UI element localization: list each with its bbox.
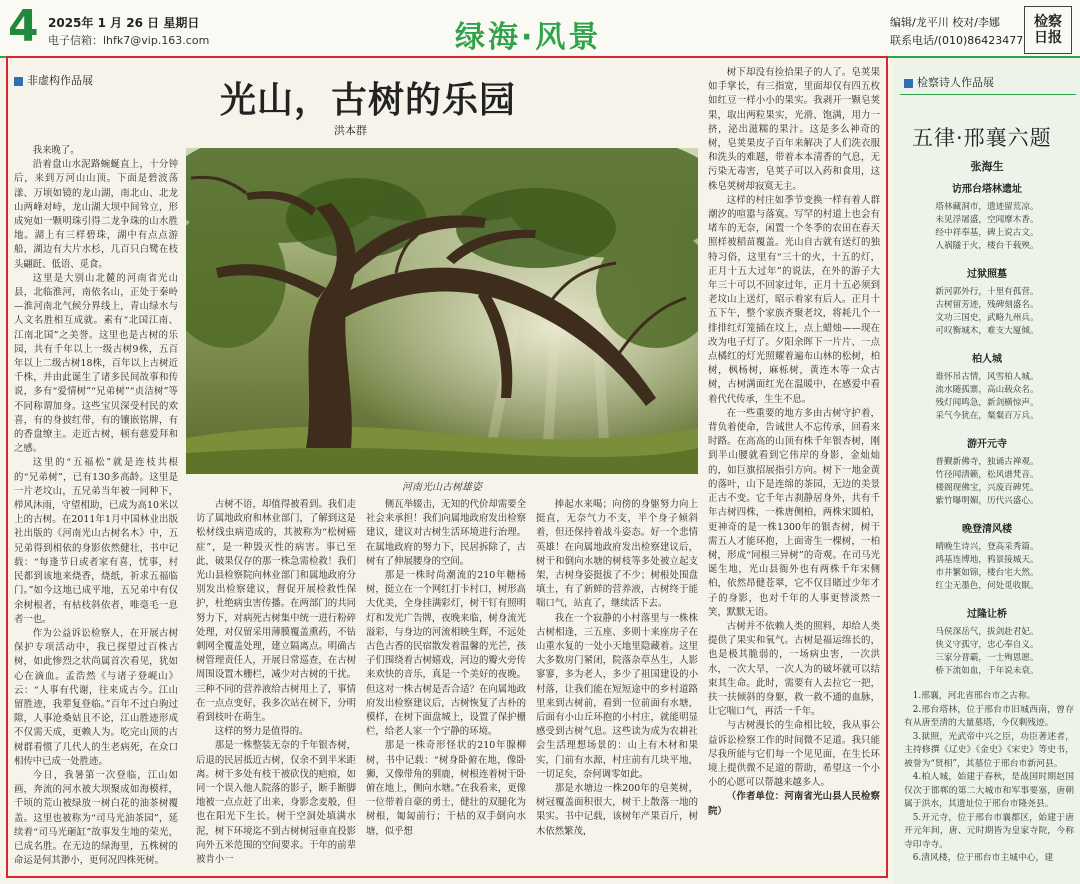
poem-line: 塔林藏洞市，遗迹留荒凉。 [935, 202, 1039, 212]
poem-series-title: 五律·邢襄六题 [912, 126, 1052, 150]
article-column-3 [366, 498, 526, 872]
logo-line-1: 检察 [1034, 14, 1062, 30]
note: 2.邢台塔林，位于邢台市旧城西南，曾存有从唐至清的大量墓塔，今仅剩残迹。 [904, 704, 1074, 728]
poem [894, 605, 1080, 678]
photo-caption: 河南光山古树雄姿 [402, 482, 482, 493]
poem-line: 鸿基连博地，鸦景接城天。 [935, 555, 1039, 565]
paragraph: 古树不语，却值得被看到。我们走访了属地政府和林业部门，了解到这是松材线虫病造成的，其被称为“松树癌症”，是一种毁灭性的病害。事已至此，破果仅存的那一株急需检救！我们光山县检察院向林业部门和属地政府分别发出检察建议，督促开展检救性保护，杜绝病虫害传播。在两部门的共同努力下，对病死古树集中统一进行粉碎处理，对仅留采用薄膜覆盖熏药，不钻刺网全覆盖处理，建立隔离点。明确古树管理责任人，开展日常巡查，在古树周围设置木栅栏，减少对古树的干扰。三种不同的营养液给古树用上了，事情在一点点变好，我多次站在树下，分明看到枝叶在萌生。 [196, 499, 356, 724]
column-tag [14, 72, 93, 88]
section-title: 绿海·风景 [455, 20, 602, 55]
note: 3.狱照，光武帝中兴之臣，功臣著述者，主持修撰《辽史》《金史》《宋史》等史书，被誉为“贤相”，其墓位于邢台市新河县。 [904, 731, 1074, 769]
logo-line-2: 日报 [1034, 30, 1062, 46]
article-column-1 [14, 144, 178, 872]
square-bullet-icon [14, 77, 23, 86]
note: 5.开元寺，位于邢台市襄都区，始建于唐开元年间，唐、元时期皆为皇家寺院，今称寺印寺寺。 [904, 812, 1074, 850]
article-title: 光山，古树的乐园 [220, 79, 517, 121]
poem-line: 晴晚生诗兴，登高采秀篇。 [935, 542, 1039, 552]
poem-line: 谁怀吊古情，风雪柏人城。 [935, 372, 1039, 382]
article-author: 洪本群 [334, 124, 367, 137]
paragraph: 在一些重要的地方多由古树守护着，背负着使命，告诫世人不忘传承，回看来时路。在高高的山顶有株千年银杏树，刚到半山腰就看到它伟岸的身影，金灿灿的，如巨旗招展指引方向。树下一地金黄的落叶，山下是连绵的茶园，无边的美景正古不变。它千年古刹静居身外，共有千年古树四株，一株唐侧柏，两株宋圆柏，更神奇的是一株1300年的银杏树，树干需五人才能环抱，上面寄生一棵树，一柏树，形成“同根三异树”的奇观。在司马光诞生地，光山县衙外也有两株千年宋侧柏，依然昂健苍翠，它不仅目睹过少年才子的身影，也对千年的人事更替淡然一笑，默默无语。 [708, 407, 880, 618]
poem-title: 游开元寺 [967, 439, 1007, 450]
poem [894, 435, 1080, 508]
paragraph: 我在一个寂静的小村落里与一株株古树相逢，三五座、多则十来座房子在山重水复的一处小天地里隐藏着。这里大多数房门紧闭，院落杂草丛生，人影寥寥，多为老人，多少了祖国建设的小村落，让我们能在短短途中的乡村道路里来到古树前，看到一位前面有水塘，后面有小山丘环抱的小村庄，就能明显感受到古树气息。这些读为成为农耕社会生活理想场景的：山上有木材和果实，门前有水源，村庄前有几块平地，一切足矣，奈何调零如此。 [536, 612, 698, 780]
paragraph: 与古树漫长的生命相比较，我从事公益诉讼检察工作的时间微不足道。我只能尽我所能与它们每一个见见面，在生长环境上提供微不足道的帮助，希望这一个小小的心愿可以帮越来越多人。 [708, 720, 880, 789]
poem-line: 可叹衡城木，难支大厦倾。 [935, 326, 1039, 336]
poem-line: 普觐新佛寺，独诵古禅观。 [935, 457, 1039, 467]
paragraph: 今日，我暑第一次登临，江山如画，奔流的河水被大坝聚成如海模样，千顷的荒山被绿放一树白花的油茶树覆盖。这里也被称为“司马光油茶园”，延续着“司马光砸缸”故事发生地的荣光，已成名胜。在无边的绿海里，五株树的命运是何其渺小，更何况四株死树。 [14, 769, 178, 867]
poem [894, 265, 1080, 338]
sidebar-column-tag [904, 74, 994, 90]
poem-line: 红尘无墨色，何处觅收眠。 [935, 581, 1039, 591]
editor-credit: 编辑/龙平川 校对/李娜 [890, 16, 1000, 29]
note: 1.邢襄，河北省邢台市之古称。 [912, 691, 1036, 701]
paragraph: 这样的村庄如季节变换一样有着人群潮汐的喧嚣与落寞。写罕的村道上也会有堵车的无奈，闲置一个冬季的农田在春天照样被稻苗覆盖。光山自古就有送灯的独特习俗，这里有“三十的火，十五的灯，正月十五大过年”的说法，在外的游子大年三十可以不回家过年，正月十五必须到老坟山上送灯，昭示着家有后人。正月十五下午，整个家族齐聚老坟，将耗几个一排排红灯笼插在坟上，点上蜡烛——现在改为电子灯了。夕阳余晖下一片片、一点点橘红的灯光照耀着遍布山林的松树，柏树，枫杨树，麻栎树，黄连木等一众古树，古树满面红光在温暖中，在感爱中看着代代传承，生生不息。 [708, 194, 880, 405]
poem-line: 残灯闻鸣急，新剑横惊声。 [935, 398, 1039, 408]
note: 4.柏人城，始建于春秋，是战国时期赵国仅次于邯郸的第二大城市和军事要塞，唐朝属于洪水，其遗址位于邢台市隆尧县。 [904, 772, 1074, 809]
sidebar-divider [900, 94, 1076, 95]
poem [894, 350, 1080, 423]
note: 6.清风楼，位于邢台市主城中心，建 [912, 853, 1054, 863]
paragraph: 那是水塘边一株200年的皂荚树，树冠覆盖面积很大，树干上散落一地的果实。书中记载，该树年产果百斤，树木依然繁茂， [536, 783, 698, 837]
article-column-2 [196, 498, 356, 872]
author-affiliation: （作者单位：河南省光山县人民检察院） [708, 791, 880, 817]
sidebar-column-tag-label: 检察诗人作品展 [917, 76, 994, 89]
poem-line: 未见浮屠盛，空闻摩木香。 [935, 215, 1039, 225]
paragraph: 这里的“五福松”就是连枝共根的“兄弟树”，已有130多高龄。这里是一片老坟山，五兄弟当年被一同种下，栉风沐雨，守望相助，已成为高10米以上的古树。在2011年1月中国林业出版社出版的《河南光山古树名木》中，五兄弟得到相依的身影依然健壮，书中记载：“每逢节日或者家有喜，忧事，村民都到该地来烧香，烧纸，祈求五福临门。”如今这地已成平地，五兄弟中有仅余树根者，有枯枝斜依者，唯毫毛一息者一也。 [14, 457, 178, 625]
poem-line: 紫竹曝明媚，历代兴盛心。 [935, 496, 1039, 506]
paragraph: 那是一株整装无奈的千年银杏树，后退的民居抵近古树，仅余不到半米距离。树干多处有枝干被砍伐的疤痕，如同一个误入他人院落的影子，断手断脚地被一点点赶了出来，身影念麦般，但也在阳光下生长。树干空洞处填满水泥，树下环境迄不到古树树冠垂直投影向外五米范围的空间要求。干年的前辈被肯小一 [196, 740, 356, 866]
poem-title: 晚登清风楼 [962, 524, 1012, 535]
poem-line: 竹径闻清籁，松风谱梵音。 [935, 470, 1039, 480]
poem-line: 古树留芳迹，残碑刻盛名。 [935, 300, 1039, 310]
paragraph: 侧瓦举辍击，无知的代价却需要全社会来承担！我们向属地政府发出检察建议，建议对古树生活环境进行治理。在属地政府的努力下，民居拆除了，古树有了伸展腰身的空间。 [366, 499, 526, 567]
poem-title: 过隆让桥 [967, 609, 1007, 620]
poem-line: 流水随孤寨，高山载众名。 [935, 385, 1039, 395]
paragraph: 我来晚了。 [32, 145, 80, 156]
poem-line: 楼阁现佛宝，兴废百碑凭。 [935, 483, 1039, 493]
square-bullet-icon [904, 79, 913, 88]
paragraph: 那是一株奇形怪状的210年腺柳树，书中记载：“树身卧俯在地，像卧狮，又像带角的驯鹿，树根连着树干卧俯在地上，侧向水塘。”在我看来，更像一位带着自豪的勇士，健壮的双腿化为树根，匍匐前行；干枯的双手倒向水塘，似乎想 [366, 740, 526, 837]
contact-phone: 联系电话/(010)86423477 [890, 34, 1024, 47]
poem-line: 市井繁如锦，楼台宅大然。 [935, 568, 1039, 578]
paragraph: 这样的努力是值得的。 [214, 726, 309, 738]
page-number: 4 [8, 1, 39, 52]
issue-date: 2025年 1 月 26 日 星期日 [48, 16, 200, 30]
article-column-5 [708, 66, 880, 872]
poem-line: 桥下流如血，千年说未衰。 [935, 666, 1039, 676]
poem-title: 过狱照墓 [967, 269, 1007, 280]
poem-line: 侠义守孤守，忠心奉自义。 [935, 640, 1039, 650]
poetry-sidebar [894, 58, 1080, 884]
masthead [0, 0, 1080, 58]
poem-title: 访邢台塔林遗址 [952, 184, 1022, 195]
paragraph: 捧起水来喝；向傍的身躯努力向上挺直，无奈气力不支，半个身子倾斜着，但还保持着战斗姿态。好一个悲情英雄！在向属地政府发出检察建议后，树干和倒向水塘的树枝等多处被立起支架，古树身姿挺拔了不少；树根处围盘填土，有了新鲜的营养液，古树终于能喘口气，站直了，继续活下去。 [536, 499, 698, 610]
paragraph: 古树并不依赖人类的照料，却给人类提供了果实和氧气。古树是福运绵长的，也是极其脆弱的，一场病虫害，一次洪水，一次大旱，一次人为的破坏就可以结束其生命。此时，需要有人去拉它一把，扶一扶倾斜的身躯，救一救不通的血脉，让它喘口气，再活一千年。 [708, 620, 880, 718]
paragraph: 那是一株时尚潮流的210年糖杨树，挺立在一个网红打卡村口，树形高大优美，全身挂满彩灯，树干钉有照明灯和发光广告牌，夜晚来临，树身流光溢彩，与身边的河流相映生辉，不远处古色古香的民宿散发着温馨的光芒，孩子们围绕着古树嬉戏，河边的瓣火旁传来欢快的音乐，真是一个美好的夜晚。但这对一株古树是否合适？在向属地政府发出检察建议后，古树恢复了古朴的模样，在树下面盘城上，设置了保护栅栏，给老人家一个宁静的环境。 [366, 570, 526, 738]
poet-name: 张海生 [970, 160, 1004, 173]
poem-title: 柏人城 [972, 354, 1002, 365]
poem-line: 人祸隧于火，楼台千载殃。 [935, 241, 1039, 251]
paragraph: 树下却没有捡拾果子的人了。皂荚果如手掌长，有三指宽，里面却仅有四五枚如红豆一样小小的果实。我剥开一颗皂荚果，取出两粒果实，光滑、饱满，用力一挤，泌出滋糯的果汁。这是多么神奇的树，皂荚果皮子百年来解决了人们洗衣服和洗头的难题，带着本本清香的气息，无污染无毒害，皂荚子可以入药和食用，这株皂荚树却寂寞无主。 [708, 67, 880, 192]
paragraph: 作为公益诉讼检察人，在开展古树保护专项活动中，我已探望过百株古树，如此惨烈之状尚属首次看见，犹如心在滴血。孟浩然《与诸子登岘山》云：“人事有代谢，往来成古今。江山留胜迹，我辈复登临。”百年不过白驹过隙，人事沧桑姑且不论，江山胜迹形成不仅需天成，更赖人为。吃完山顶的古树群看惯了几代人的生老病死，在众口相传中已成一处胜迹。 [14, 627, 178, 767]
poem-line: 采气今犹在，粲粲百万兵。 [935, 411, 1039, 421]
poem-line: 三家分晋霸，一士殉恩愿。 [935, 653, 1039, 663]
paragraph: 沿着盘山水泥路蜿蜒直上，十分钟后，来到万河山山顶。下面是碧波荡漾、万顷如镜的龙山湖，南北山、北龙山两峰对峙，龙山湖大坝中间耸立，形成宛如一颗明珠引得二龙争珠的山水胜地。湖上有三样碧珠，湖中有点点游船，湖边有大片水杉，几百只白鹭在枝头翩跹、低语、觅食。 [14, 159, 178, 270]
poem-line: 经中祥奉基，碑上说古文。 [935, 228, 1039, 238]
poem [894, 520, 1080, 593]
newspaper-logo [1024, 6, 1072, 54]
poem-line: 文功三国史，武略九州兵。 [935, 313, 1039, 323]
ancient-tree-photo [186, 148, 698, 474]
contact-email: 电子信箱：lhfk7@vip.163.com [48, 34, 210, 47]
tree-illustration [186, 148, 698, 474]
poem [894, 180, 1080, 253]
poem-list [894, 180, 1080, 690]
article-column-4 [536, 498, 698, 872]
column-tag-label: 非虚构作品展 [27, 74, 93, 87]
poem-notes [904, 690, 1074, 866]
poem-line: 新河郭外行，十里有孤营。 [935, 287, 1039, 297]
paragraph: 这里是大别山北麓的河南省光山县，北临淮河，南依名山，正处于秦岭—淮河南北气候分界线上，青山绿水与人文名胜相互成就。素有“北国江南、江南北国”之美誉。这里也是古树的乐园，共有千年以上一级古树9株，五百年以上二级古树18株，百年以上古树近千株，并由此诞生了诸多民间故事和传说，多有“爱情树”“兄弟树”“贞洁树”等不同称谓加身。这些宝贝深受村民的欢喜，有的身披红带，有的镶嵌铭牌，有的香盘缭主。走近古树，顿有慈爱拜和之感。 [14, 272, 178, 455]
poem-line: 马侯深岳气，拔剑赴君妃。 [935, 627, 1039, 637]
